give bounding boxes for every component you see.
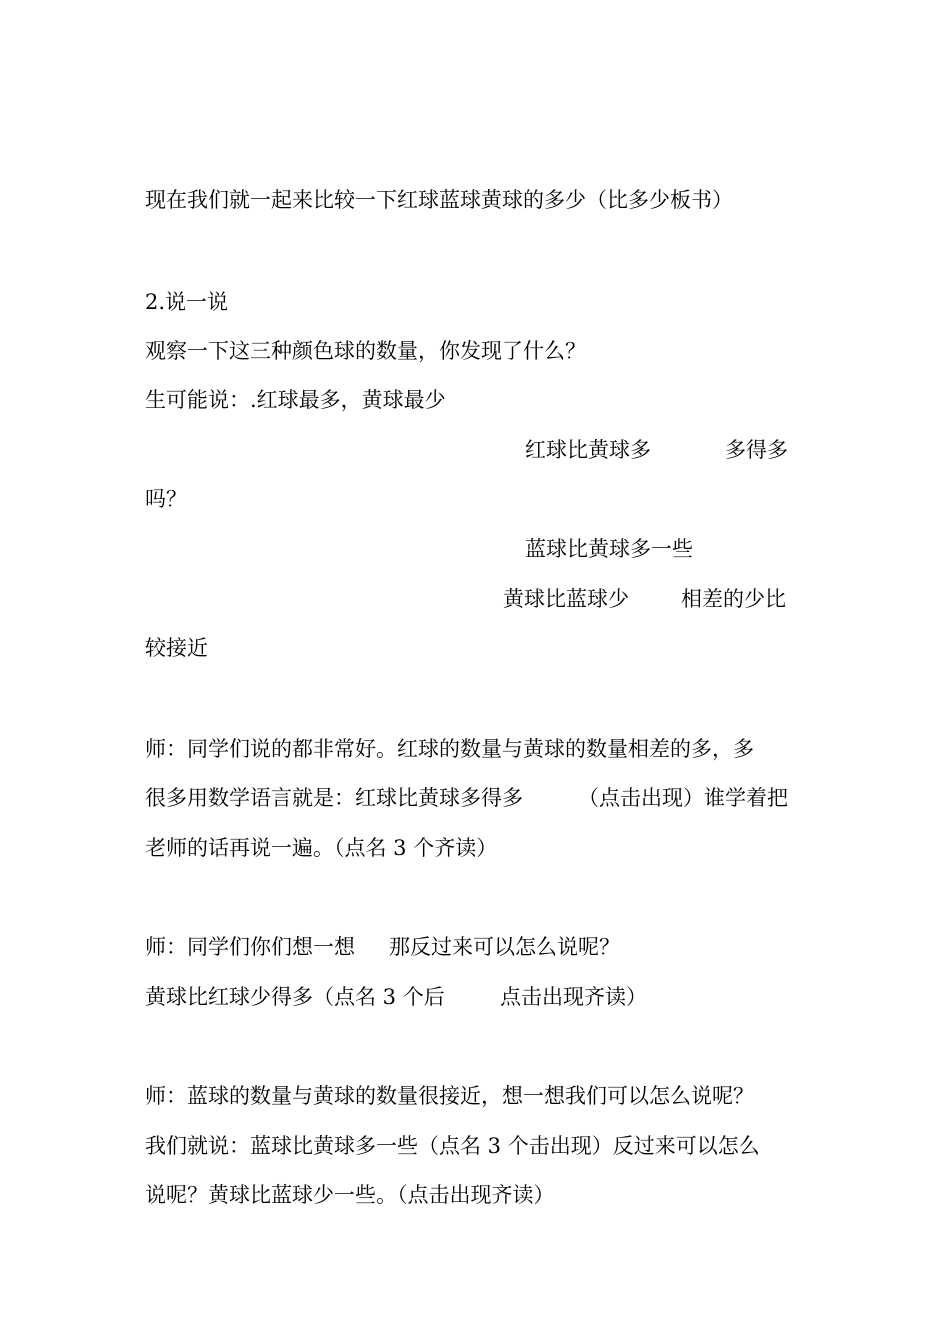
teacher-line-2b: （点击出现）谁学着把 <box>578 786 788 810</box>
section-heading-say: 2.说一说 <box>145 290 229 314</box>
label-much-more: 多得多 <box>725 438 788 462</box>
teacher2-line-1a: 师：同学们你们想一想 <box>145 935 355 959</box>
label-blue-more-yellow: 蓝球比黄球多一些 <box>525 537 693 561</box>
teacher2-line-2a: 黄球比红球少得多（点名 3 个后 <box>145 985 445 1009</box>
paragraph-compare-intro: 现在我们就一起来比较一下红球蓝球黄球的多少（比多少板书） <box>145 188 733 212</box>
text-close: 较接近 <box>145 636 208 660</box>
text-ma: 吗？ <box>145 487 187 511</box>
label-yellow-less-blue: 黄球比蓝球少 <box>503 587 629 611</box>
teacher3-line-2: 我们就说：蓝球比黄球多一些（点名 3 个击出现）反过来可以怎么 <box>145 1134 760 1158</box>
teacher-line-3: 老师的话再说一遍。（点名 3 个齐读） <box>145 836 498 860</box>
teacher-line-1: 师：同学们说的都非常好。红球的数量与黄球的数量相差的多，多 <box>145 737 754 761</box>
teacher3-line-1: 师：蓝球的数量与黄球的数量很接近，想一想我们可以怎么说呢？ <box>145 1084 754 1108</box>
teacher3-line-3: 说呢？黄球比蓝球少一些。（点击出现齐读） <box>145 1183 555 1207</box>
teacher2-line-2b: 点击出现齐读） <box>500 985 647 1009</box>
student-answer: 生可能说：.红球最多，黄球最少 <box>145 388 446 412</box>
label-diff-small: 相差的少比 <box>681 587 786 611</box>
teacher-line-2a: 很多用数学语言就是：红球比黄球多得多 <box>145 786 523 810</box>
question-observe: 观察一下这三种颜色球的数量，你发现了什么？ <box>145 339 586 363</box>
teacher2-line-1b: 那反过来可以怎么说呢？ <box>389 935 620 959</box>
label-red-more-yellow: 红球比黄球多 <box>525 438 651 462</box>
